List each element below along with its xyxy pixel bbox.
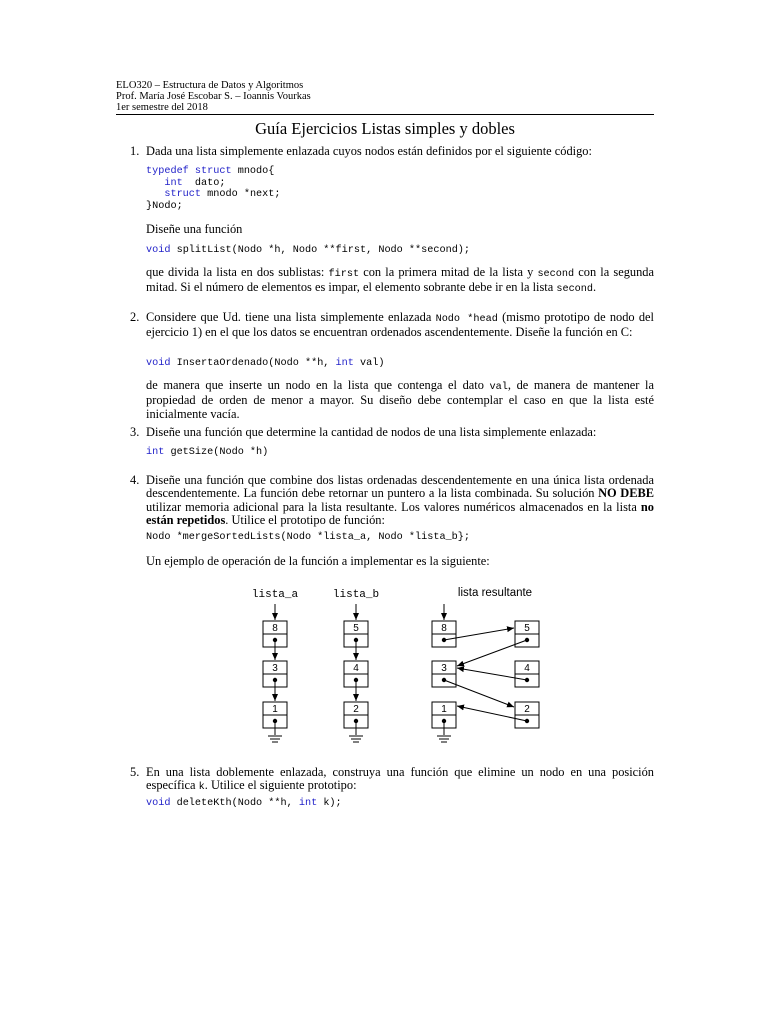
q1-intro: Dada una lista simplemente enlazada cuyos nodos están definidos por el siguiente código:	[146, 144, 592, 158]
q3-number: 3.	[130, 425, 140, 439]
node-r-right-1: 5	[524, 623, 530, 634]
text: En una lista doblemente enlazada, construya una función que elimine un nodo en una posición específica	[146, 765, 654, 793]
label-lista-b: lista_b	[332, 589, 380, 601]
q2-number: 2.	[130, 310, 140, 324]
text: de manera que inserte un nodo en la lista que contenga el dato	[146, 378, 490, 392]
semester: 1er semestre del 2018	[116, 102, 208, 113]
q3-text: Diseñe una función que determine la cantidad de nodos de una lista simplemente enlazada:	[146, 425, 597, 439]
bold-text: no están repetidos	[146, 499, 654, 527]
label-lista-resultante: lista resultante	[457, 587, 533, 599]
linked-list-diagram	[240, 582, 550, 747]
professors: Prof. María José Escobar S. – Ioannis Vourkas	[116, 91, 311, 102]
node-a-3: 1	[272, 704, 278, 715]
q1-design: Diseñe una función	[146, 222, 243, 236]
text: con la segunda mitad. Si el número de elementos es impar, el elemento sobrante debe ir en la lista	[146, 265, 654, 295]
text: utilizar memoria adicional para la lista resultante. Los valores numéricos almacenados en la lista	[146, 499, 641, 514]
q2-prototype	[146, 358, 384, 370]
code-text: deleteKth(Nodo **h,	[170, 798, 299, 809]
node-b-3: 2	[353, 704, 359, 715]
page-title: Guía Ejercicios Listas simples y dobles	[255, 119, 515, 138]
node-r-right-2: 4	[524, 663, 530, 674]
node-b-2: 4	[353, 663, 359, 674]
q1-prototype	[146, 245, 470, 257]
code-keyword: void	[146, 798, 171, 809]
q4-prototype: Nodo *mergeSortedLists(Nodo *lista_a, Nodo *lista_b};	[146, 532, 471, 543]
q2-text	[146, 311, 654, 340]
text: Considere que Ud. tiene una lista simplemente enlazada	[146, 310, 436, 324]
inline-code: first	[328, 269, 360, 280]
header-rule	[116, 114, 654, 115]
node-r-left-2: 3	[441, 663, 447, 674]
text: (mismo prototipo de nodo del ejercicio 1) en el que los datos se encuentran ordenados ascendentemente. Diseñe la función en C:	[146, 310, 654, 340]
node-r-left-3: 1	[441, 704, 447, 715]
q1-number: 1.	[130, 144, 140, 158]
document-header	[116, 80, 311, 113]
node-a-2: 3	[272, 663, 278, 674]
q4-example: Un ejemplo de operación de la función a implementar es la siguiente:	[146, 554, 490, 568]
inline-code: k	[198, 782, 205, 794]
q3-prototype	[146, 447, 268, 459]
code-text: mnodo *next;	[201, 189, 281, 201]
bold-text: NO DEBE	[598, 486, 654, 501]
code-keyword: int	[335, 358, 354, 369]
q2-description	[146, 379, 654, 421]
text: Diseñe una función que combine dos listas ordenadas descendentemente en una única lista ordenada descendentemente. La función debe retornar un puntero a la lista combinada. Su solución	[146, 473, 654, 501]
code-text: mnodo{	[231, 166, 275, 177]
text: . Utilice el siguiente prototipo:	[204, 778, 357, 793]
node-a-1: 8	[272, 623, 278, 634]
code-keyword: typedef struct	[146, 166, 232, 177]
code-text: InsertaOrdenado(Nodo **h,	[170, 358, 336, 369]
node-b-1: 5	[353, 623, 359, 634]
node-r-left-1: 8	[441, 623, 447, 634]
course-name: ELO320 – Estructura de Datos y Algoritmos	[116, 80, 304, 91]
code-keyword: void	[146, 245, 171, 256]
code-text: dato;	[182, 177, 226, 189]
q5-number: 5.	[130, 765, 140, 779]
text: . Utilice el prototipo de función:	[225, 512, 385, 527]
q1-description	[146, 266, 654, 297]
text: que divida la lista en dos sublistas:	[146, 265, 329, 279]
code-text: splitList(Nodo *h, Nodo **first, Nodo **second);	[170, 245, 471, 256]
text: , de manera de mantener la propiedad de orden de menor a mayor. Su diseño debe contemplar el caso en que la lista esté inicialmente vacía.	[146, 378, 654, 421]
label-lista-a: lista_a	[251, 589, 299, 601]
code-keyword: int	[298, 798, 318, 809]
code-text: }Nodo;	[146, 200, 183, 212]
text: .	[593, 280, 597, 295]
code-keyword: void	[146, 358, 171, 369]
code-text: k);	[317, 798, 342, 809]
code-keyword: int	[164, 177, 183, 189]
q5-prototype	[146, 798, 342, 810]
inline-code: val	[489, 382, 508, 393]
q1-code-block	[146, 166, 281, 212]
q4-number: 4.	[130, 473, 140, 487]
q4-text	[146, 474, 654, 527]
code-keyword: int	[146, 447, 165, 458]
code-text: val)	[353, 358, 385, 369]
inline-code: second	[537, 269, 575, 280]
inline-code: Nodo *head	[435, 314, 498, 325]
inline-code: second	[556, 284, 594, 296]
q5-text	[146, 766, 654, 795]
text: con la primera mitad de la lista y	[359, 265, 538, 279]
code-keyword: struct	[164, 189, 202, 201]
code-text: getSize(Nodo *h)	[164, 447, 269, 458]
node-r-right-3: 2	[524, 704, 530, 715]
